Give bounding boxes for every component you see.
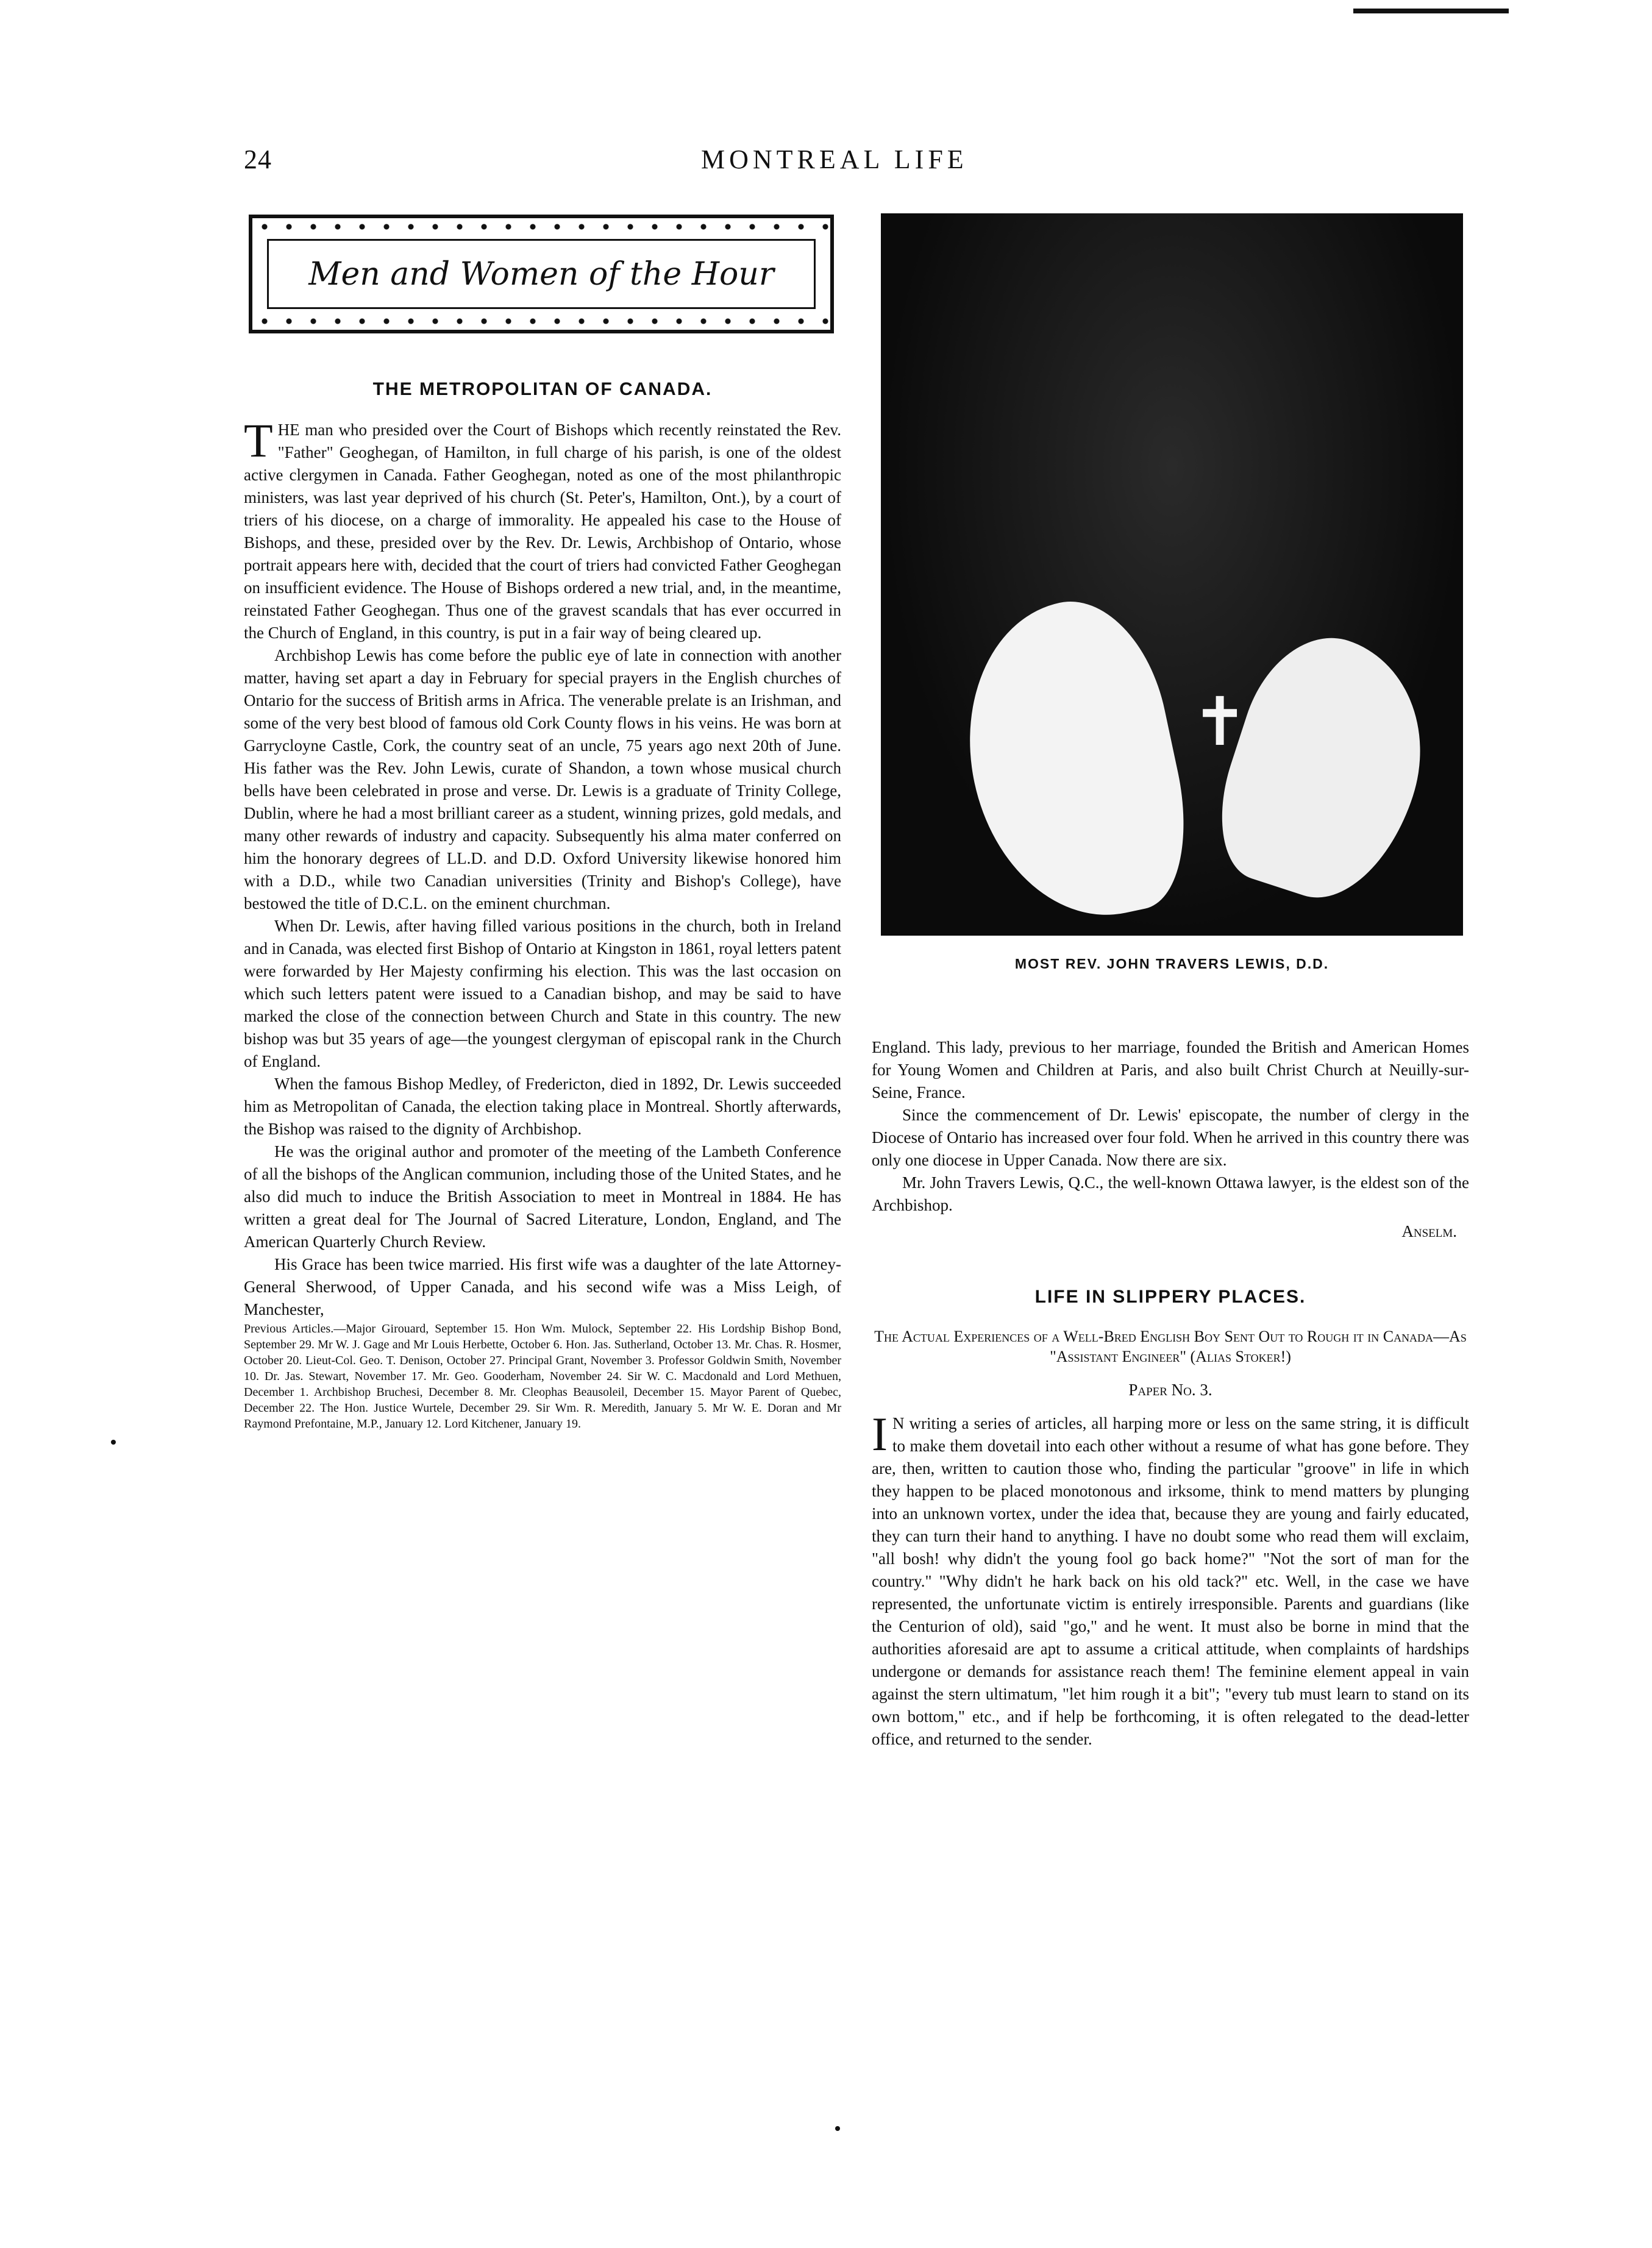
right-column: [872, 1036, 1469, 1751]
margin-mark: [835, 2126, 840, 2131]
author-signature: Anselm.: [1401, 1222, 1457, 1240]
portrait-sleeve-left: [942, 586, 1205, 936]
portrait-caption: MOST REV. JOHN TRAVERS LEWIS, D.D.: [1014, 956, 1330, 972]
article-subhead: The Actual Experiences of a Well-Bred English Boy Sent Out to Rough it in Canada—As "Assistant Engineer" (Alias Stoker!): [874, 1328, 1467, 1365]
left-column: [244, 378, 841, 1432]
running-title: MONTREAL LIFE: [701, 144, 968, 174]
article-paragraph: His Grace has been twice married. His first wife was a daughter of the late Attorney-General Sherwood, of Upper Canada, and his second wife was a Miss Leigh, of Manchester,: [244, 1255, 841, 1318]
article-paragraph: When the famous Bishop Medley, of Fredericton, died in 1892, Dr. Lewis succeeded him as Metropolitan of Canada, the election taking place in Montreal. Shortly afterwards, the Bishop was raised to the dignity of Archbishop.: [244, 1075, 841, 1138]
drop-cap: T: [244, 414, 273, 467]
article-title: THE METROPOLITAN OF CANADA.: [372, 379, 713, 399]
article-paragraph: When Dr. Lewis, after having filled various positions in the church, both in Ireland and in Canada, was elected first Bishop of Ontario at Kingston in 1861, royal letters patent were forwarded by Her Majesty confirming his election. This was the last occasion on which such letters patent were issued to a Canadian bishop, and may be said to have marked the close of the connection between Church and State in this country. The new bishop was but 35 years of age—the youngest clergyman of episcopal rank in the Church of England.: [244, 917, 842, 1070]
article-title: LIFE IN SLIPPERY PLACES.: [1034, 1287, 1306, 1307]
article-paragraph: I N writing a series of articles, all harping more or less on the same string, it is difficult to make them dovetail into each other without a resume of what has gone before. They are, then, written to caution those who, finding the particular "groove" in life in which they happen to be placed monotonous and irksome, think to mend matters by plunging into an unknown vortex, under the idea that, because they are young and fairly educated, they can turn their hand to anything. I have no doubt some who read them will exclaim, "all bosh! why didn't the young fool go back home?" "Not the sort of man for the country." "Why didn't he hark back on his old tack?" etc. Well, in the case we have represented, the unfortunate victim is entirely irresponsible. Parents and guardians (like the Centurion of old), said "go," and he went. It must also be borne in mind that the authorities aforesaid are apt to assume a critical attitude, when complaints of hardships undergone or demands for assistance reach them! The feminine element appeal in vain against the stern ultimatum, "let him rough it a bit"; "every tub must learn to stand on its own bottom," etc., and if help be forthcoming, it is often relegated to the dead-letter office, and returned to the sender.: [872, 1407, 1469, 1748]
banner-frame: [267, 239, 816, 309]
article-paragraph: England. This lady, previous to her marriage, founded the British and American Homes for Young Women and Children at Paris, and also built Christ Church at Neuilly-sur-Seine, France.: [872, 1038, 1469, 1101]
previous-articles-list: Previous Articles.—Major Girouard, September 15. Hon Wm. Mulock, September 22. His Lordship Bishop Bond, September 29. Mr W. J. Gage and Mr Louis Herbette, October 6. Hon. Jas. Sutherland, October 13. Mr. Chas. R. Hosmer, October 20. Lieut-Col. Geo. T. Denison, October 27. Principal Grant, November 3. Professor Goldwin Smith, November 10. Dr. Jas. Stewart, November 17. Mr. Geo. Gooderham, November 24. Sir W. C. Macdonald and Lord Methuen, December 1. Archbishop Bruchesi, December 8. Mr. Cleophas Beausoleil, December 15. Mayor Parent of Quebec, December 22. The Hon. Justice Wurtele, December 29. Sir Wm. R. Meredith, January 5. Mr W. E. Doran and Mr Raymond Prefontaine, M.P., January 12. Lord Kitchener, January 19.: [244, 1322, 841, 1431]
paper-number: Paper No. 3.: [1128, 1381, 1212, 1399]
article-paragraph: Mr. John Travers Lewis, Q.C., the well-known Ottawa lawyer, is the eldest son of the Archbishop.: [872, 1173, 1469, 1214]
article-paragraph: THE man who presided over the Court of Bishops which recently reinstated the Rev. "Father" Geoghegan, of Hamilton, in full charge of his parish, is one of the oldest active clergymen in Canada. Father Geoghegan, noted as one of the most philanthropic ministers, was last year deprived of his church (St. Peter's, Hamilton, Ont.), by a court of triers of his diocese, on a charge of immorality. He appealed his case to the House of Bishops, and these, presided over by the Rev. Dr. Lewis, Archbishop of Ontario, whose portrait appears here with, decided that the court of triers had convicted Father Geoghegan on insufficient evidence. The House of Bishops ordered a new trial, and, in the meantime, reinstated Father Geoghegan. Thus one of the gravest scandals that has ever occurred in the Church of England, in this country, is put in a fair way of being cleared up.: [244, 414, 841, 642]
article-paragraph: He was the original author and promoter of the meeting of the Lambeth Conference of all the bishops of the Anglican communion, including those of the United States, and he also did much to induce the British Association to meet in Montreal in 1884. He has written a great deal for The Journal of Sacred Literature, London, England, and The American Quarterly Church Review.: [244, 1142, 841, 1251]
top-rule: [1353, 9, 1509, 13]
article-paragraph: Archbishop Lewis has come before the public eye of late in connection with another matter, having set apart a day in February for special prayers in the English churches of Ontario for the success of British arms in Africa. The venerable prelate is an Irishman, and some of the very best blood of famous old Cork County flows in his veins. He was born at Garrycloyne Castle, Cork, the country seat of an uncle, 75 years ago next 20th of June. His father was the Rev. John Lewis, curate of Shandon, a town whose musical church bells have been celebrated in prose and verse. Dr. Lewis is a graduate of Trinity College, Dublin, where he had a most brilliant career as a student, winning prizes, gold medals, and many other rewards of industry and capacity. Subsequently his alma mater conferred on him the honorary degrees of LL.D. and D.D. Oxford University likewise honored him with a D.D., while two Canadian universities (Trinity and Bishop's College), have bestowed the title of D.C.L. on the eminent churchman.: [244, 646, 841, 912]
page-number: 24: [244, 144, 272, 174]
article-paragraph: Since the commencement of Dr. Lewis' episcopate, the number of clergy in the Diocese of Ontario has increased over four fold. When he arrived in this country there was only one diocese in Upper Canada. Now there are six.: [872, 1106, 1469, 1169]
margin-mark: [111, 1440, 116, 1445]
banner-text: Men and Women of the Hour: [308, 255, 774, 293]
section-banner: [249, 215, 834, 333]
drop-cap: I: [872, 1407, 888, 1460]
portrait-sleeve-right: [1199, 618, 1452, 918]
portrait-photo: [881, 213, 1463, 936]
cross-icon: ✝: [1192, 683, 1248, 761]
